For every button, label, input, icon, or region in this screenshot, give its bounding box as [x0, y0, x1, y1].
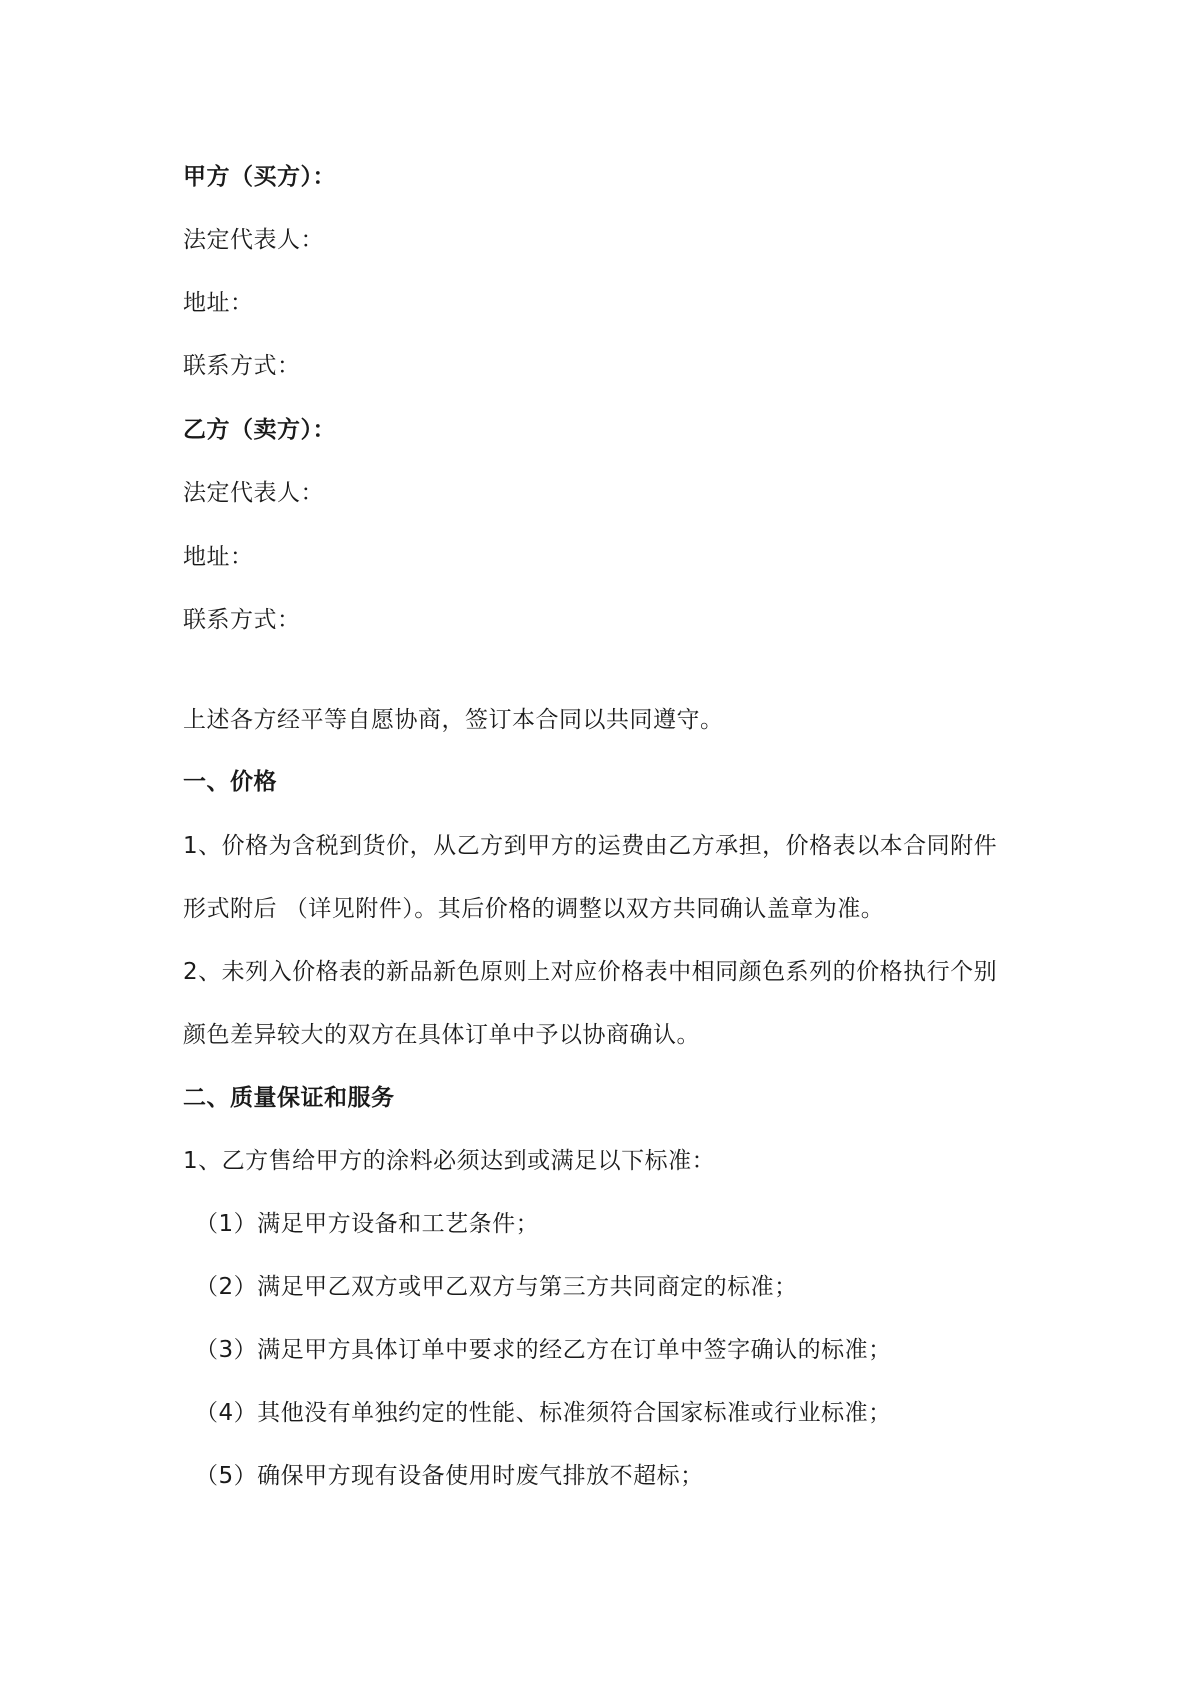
list-item: （1）满足甲方设备和工艺条件； — [195, 1211, 540, 1237]
party-a-contact: 联系方式： — [183, 353, 301, 379]
section-1-heading: 一、价格 — [183, 769, 277, 795]
party-a-address: 地址： — [183, 290, 254, 316]
party-a-heading: 甲方（买方）： — [183, 164, 336, 190]
party-b-heading: 乙方（卖方）： — [183, 417, 336, 443]
party-a-representative: 法定代表人： — [183, 227, 324, 253]
section-2-heading: 二、质量保证和服务 — [183, 1085, 395, 1111]
party-b-representative: 法定代表人： — [183, 480, 324, 506]
section-1-clause-2-line-2: 颜色差异较大的双方在具体订单中予以协商确认。 — [183, 1022, 700, 1048]
section-2-clause-1: 1、乙方售给甲方的涂料必须达到或满足以下标准： — [183, 1148, 716, 1174]
party-b-address: 地址： — [183, 544, 254, 570]
list-item: （3）满足甲方具体订单中要求的经乙方在订单中签字确认的标准； — [195, 1337, 892, 1363]
party-b-contact: 联系方式： — [183, 607, 301, 633]
list-item: （4）其他没有单独约定的性能、标准须符合国家标准或行业标准； — [195, 1400, 892, 1426]
list-item: （2）满足甲乙双方或甲乙双方与第三方共同商定的标准； — [195, 1274, 798, 1300]
section-1-clause-2-line-1: 2、未列入价格表的新品新色原则上对应价格表中相同颜色系列的价格执行个别 — [183, 959, 998, 985]
section-1-clause-1-line-1: 1、价格为含税到货价，从乙方到甲方的运费由乙方承担，价格表以本合同附件 — [183, 833, 998, 859]
list-item: （5）确保甲方现有设备使用时废气排放不超标； — [195, 1463, 704, 1489]
preamble-text: 上述各方经平等自愿协商，签订本合同以共同遵守。 — [183, 707, 724, 733]
section-1-clause-1-line-2: 形式附后 （详见附件）。其后价格的调整以双方共同确认盖章为准。 — [183, 896, 885, 922]
